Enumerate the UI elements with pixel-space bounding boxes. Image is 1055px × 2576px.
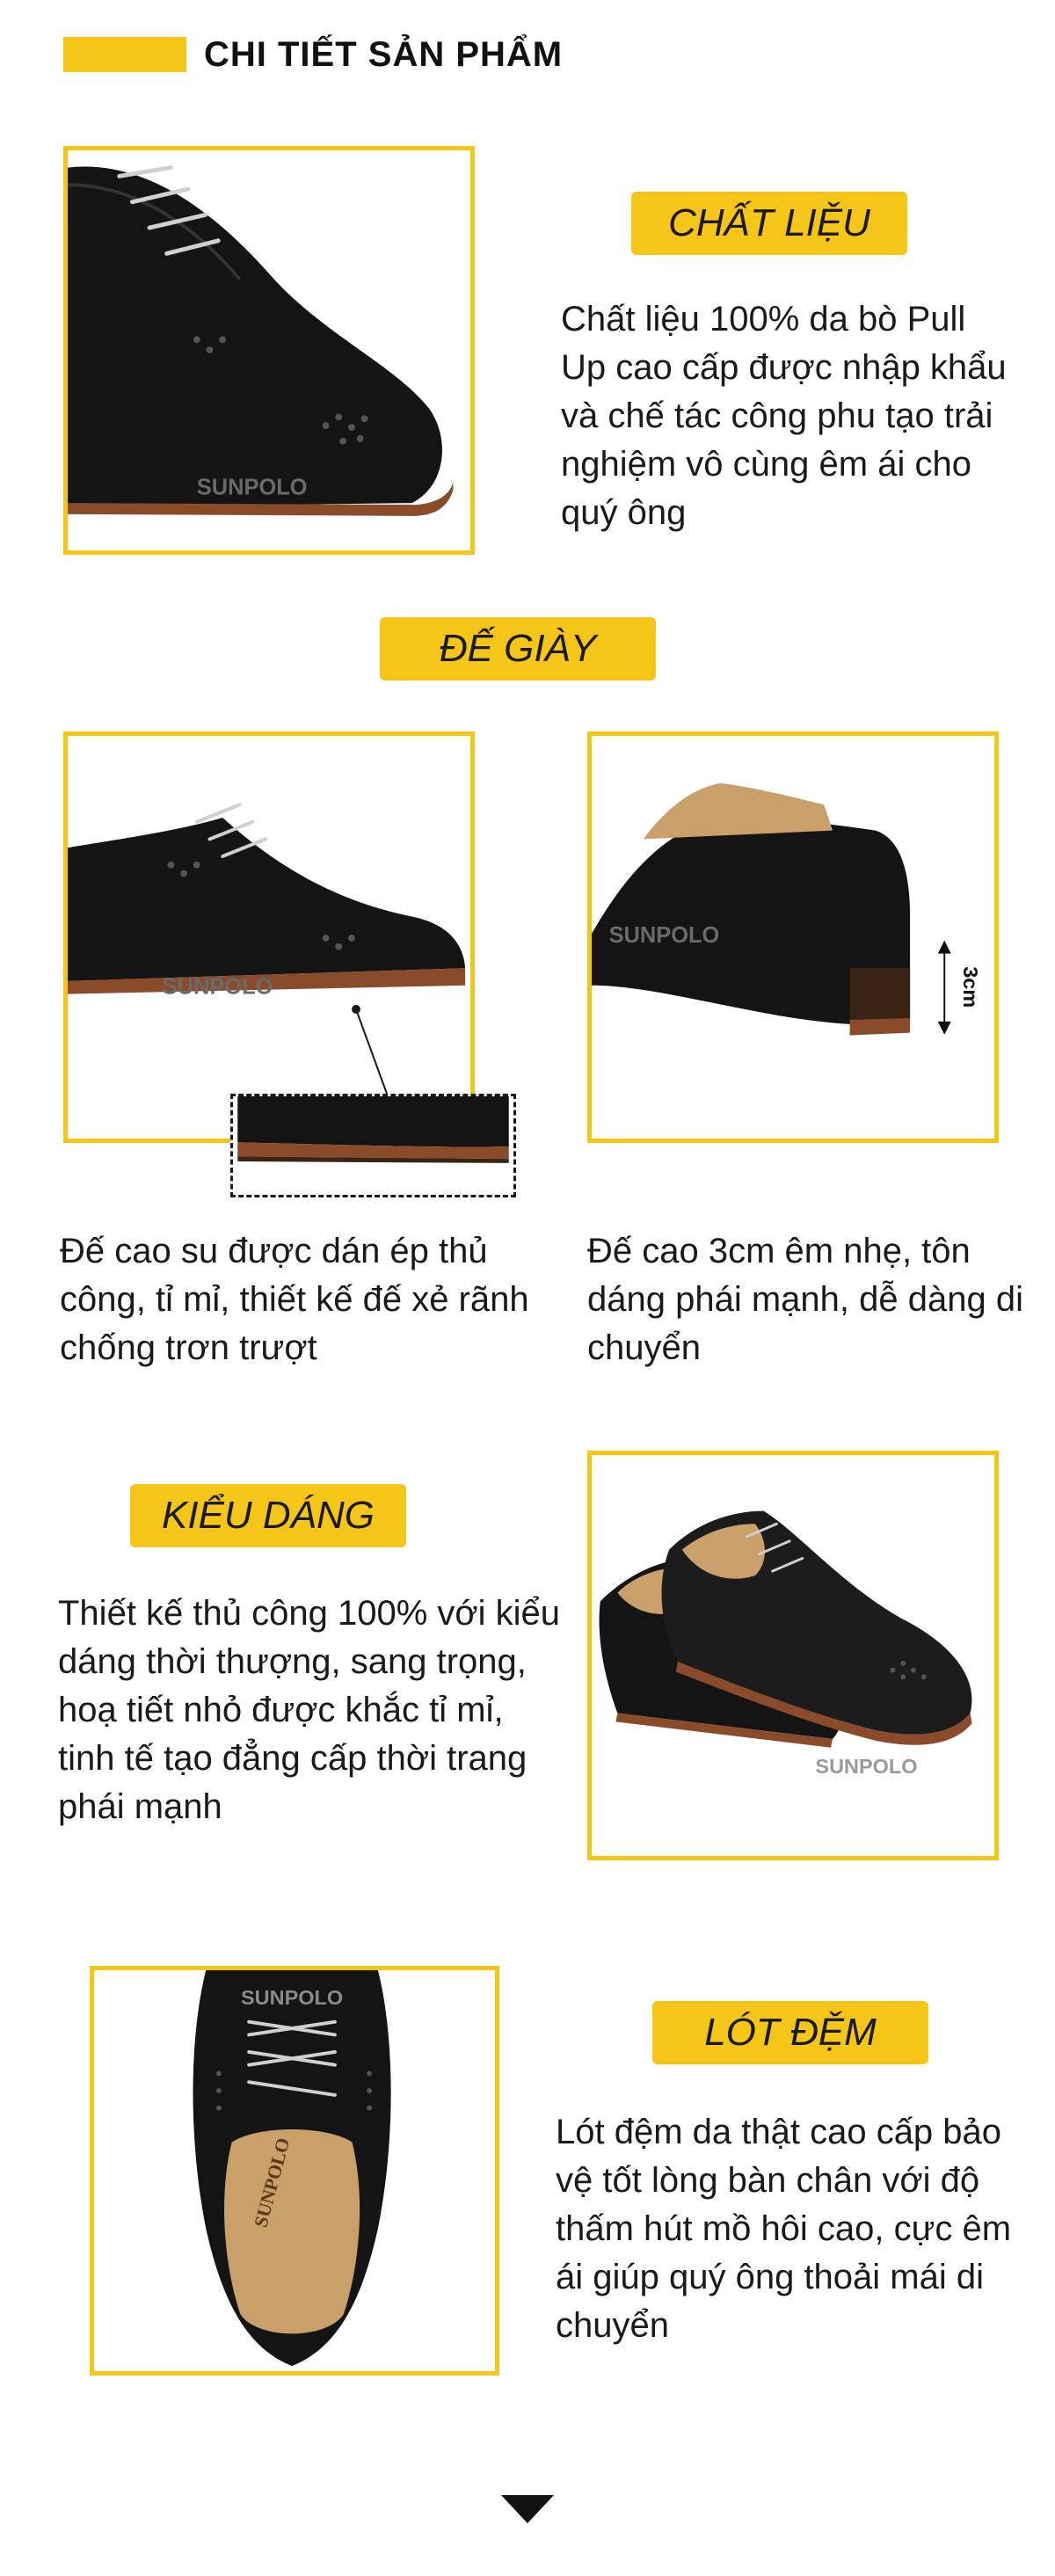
sole-side-image <box>63 731 475 1143</box>
sole-detail-inset <box>230 1094 516 1197</box>
watermark-text: SUNPOLO <box>815 1755 918 1779</box>
page-title: CHI TIẾT SẢN PHẨM <box>204 35 564 74</box>
header-accent-bar <box>63 37 186 72</box>
insole-description: Lót đệm da thật cao cấp bảo vệ tốt lòng bàn chân với độ thấm hút mồ hôi cao, cực êm ái giúp quý ông thoải mái di chuyển <box>556 2113 1012 2345</box>
material-image <box>63 146 475 555</box>
sole-edge-closeup-image <box>233 1096 513 1195</box>
insole-brand-text: SUNPOLO <box>250 2136 295 2230</box>
height-mark-label: 3cm <box>958 966 982 1008</box>
material-description: Chất liệu 100% da bò Pull Up cao cấp được nhập khẩu và chế tác công phu tạo trải nghiệm vô cùng êm ái cho quý ông <box>561 300 1007 532</box>
triangle-down-icon[interactable] <box>501 2495 554 2523</box>
watermark-text: SUNPOLO <box>162 974 273 1000</box>
shoe-pair-image <box>592 1455 994 1856</box>
style-image <box>587 1451 999 1860</box>
shoe-side-view-image <box>68 736 470 1139</box>
style-label: KIỂU DÁNG <box>130 1484 406 1547</box>
sole-left-description: Đế cao su được dán ép thủ công, tỉ mỉ, thiết kế đế xẻ rãnh chống trơn trượt <box>60 1232 529 1367</box>
sole-label: ĐẾ GIÀY <box>380 617 656 680</box>
shoe-toe-closeup-image <box>68 150 470 550</box>
watermark-text: SUNPOLO <box>241 1986 344 2010</box>
style-description: Thiết kế thủ công 100% với kiểu dáng thời thượng, sang trọng, hoạ tiết nhỏ được khắc tỉ mỉ, tinh tế tạo đẳng cấp thời trang phái mạnh <box>58 1594 560 1826</box>
insole-label: LÓT ĐỆM <box>652 2001 928 2064</box>
material-label: CHẤT LIỆU <box>631 192 907 255</box>
insole-image <box>90 1966 499 2376</box>
watermark-text: SUNPOLO <box>608 922 720 948</box>
watermark-text: SUNPOLO <box>196 475 308 500</box>
sole-right-description: Đế cao 3cm êm nhẹ, tôn dáng phái mạnh, dễ dàng di chuyển <box>587 1232 1023 1367</box>
shoe-top-view-image <box>94 1970 495 2371</box>
sole-heel-image <box>587 731 999 1143</box>
shoe-heel-view-image <box>592 736 994 1139</box>
